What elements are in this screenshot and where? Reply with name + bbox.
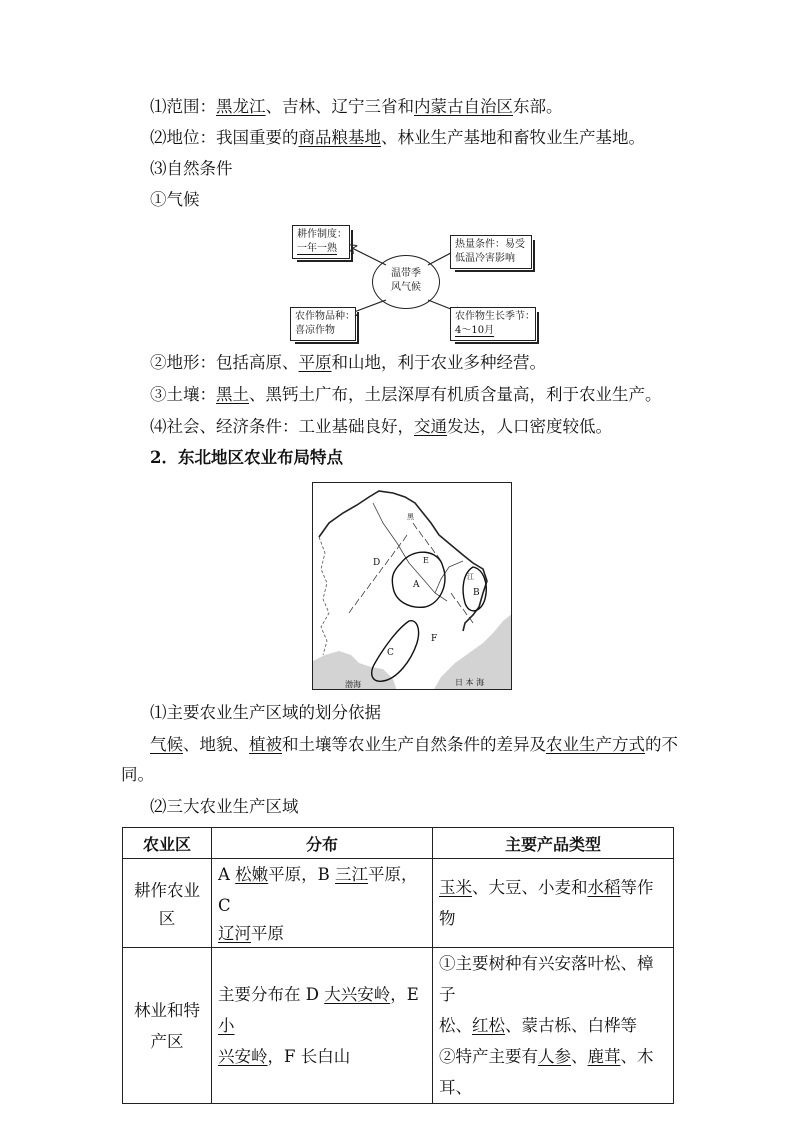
row1-name-l1: 耕作农业 xyxy=(134,880,200,900)
northeast-map xyxy=(312,482,512,690)
box-growing-season-label: 农作物生长季节： xyxy=(455,311,535,322)
r2-d-p2: ，E xyxy=(390,985,419,1004)
r2-p-l3-p1: ②特产主要有 xyxy=(439,1047,538,1066)
box-farming-system xyxy=(292,225,350,259)
r2-d-p1: 主要分布在 D xyxy=(218,985,325,1004)
position-grain-base: 商品粮基地 xyxy=(298,128,381,147)
r1-d-sanjiang: 三江 xyxy=(335,865,369,884)
climate-center-l1: 温带季 xyxy=(391,268,421,279)
map-river-jiang: 江 xyxy=(467,573,474,581)
r1-d-p2: 平原，B xyxy=(268,865,336,884)
basis-vegetation: 植被 xyxy=(249,735,282,754)
scope-heilongjiang: 黑龙江 xyxy=(216,97,266,116)
scope-line xyxy=(150,96,563,118)
basis-t1: 、地貌、 xyxy=(183,735,249,754)
basis-climate: 气候 xyxy=(150,735,183,754)
scope-mid: 、吉林、辽宁三省和 xyxy=(265,97,414,116)
arrow-top-left xyxy=(346,245,386,265)
table-row xyxy=(123,859,674,948)
r2-p-renshen: 人参 xyxy=(538,1047,571,1066)
header-region: 农业区 xyxy=(123,828,212,859)
basis-t3: 的不 xyxy=(645,735,678,754)
map-sea-bohai: 渤海 xyxy=(345,680,361,689)
r2-p-lurong: 鹿茸 xyxy=(587,1047,621,1066)
box-crop-varieties xyxy=(290,307,356,341)
basis-line-2: 同。 xyxy=(121,765,154,784)
map-river-hei: 黑 xyxy=(407,513,414,521)
map-label-b: B xyxy=(473,588,480,598)
r2-p-l1: ①主要树种有兴安落叶松、樟子 xyxy=(439,954,654,1004)
box-crop-varieties-value: 喜凉作物 xyxy=(295,325,335,336)
box-heat-label: 热量条件：易受 xyxy=(455,239,525,250)
row2-products xyxy=(433,948,674,1104)
basis-t2: 和土壤等农业生产自然条件的差异及 xyxy=(282,735,546,754)
agriculture-regions-table xyxy=(122,827,674,1104)
position-suffix: 、林业生产基地和畜牧业生产基地。 xyxy=(381,128,645,147)
soil-prefix: ③土壤： xyxy=(150,385,216,404)
r1-d-p3: 平原，C xyxy=(218,865,418,915)
social-suffix: 发达，人口密度较低。 xyxy=(447,417,612,436)
map-label-a: A xyxy=(413,580,420,590)
terrain-plain: 平原 xyxy=(298,353,332,372)
row1-distribution xyxy=(212,859,433,948)
r2-d-xinganling: 兴安岭 xyxy=(218,1047,268,1066)
climate-heading: ①气候 xyxy=(150,190,200,209)
soil-black: 黑土 xyxy=(216,385,249,404)
r1-p-rice: 水稻 xyxy=(587,878,621,897)
regions-heading: ⑵三大农业生产区域 xyxy=(150,797,299,816)
basis-production-mode: 农业生产方式 xyxy=(546,735,645,754)
r2-p-l3-p2: 、 xyxy=(571,1047,588,1066)
mountain-hatching xyxy=(349,523,473,623)
terrain-prefix: ②地形：包括高原、 xyxy=(150,353,299,372)
r1-p-corn: 玉米 xyxy=(439,878,472,897)
row1-products xyxy=(433,859,674,948)
map-label-c: C xyxy=(387,648,394,658)
terrain-line xyxy=(150,352,546,374)
row2-name xyxy=(123,948,212,1104)
west-boundary xyxy=(319,537,329,655)
r1-p-p1: 、大豆、小麦和 xyxy=(472,878,588,897)
box-heat-conditions xyxy=(450,235,532,269)
social-line xyxy=(150,416,612,438)
row2-distribution xyxy=(212,948,433,1104)
soil-suffix: 、黑钙土广布，土层深厚有机质含量高，利于农业生产。 xyxy=(249,385,662,404)
social-transport: 交通 xyxy=(414,417,447,436)
box-farming-system-label: 耕作制度： xyxy=(297,229,347,240)
position-line xyxy=(150,127,645,149)
r2-p-l3-p3: 、木耳、 xyxy=(439,1047,654,1097)
r2-d-daxinganling: 大兴安岭 xyxy=(324,985,391,1004)
table-header-row xyxy=(123,828,674,859)
river-branch xyxy=(435,561,463,593)
box-growing-season-value: 4～10月 xyxy=(455,325,495,336)
terrain-suffix: 和山地，利于农业多种经营。 xyxy=(331,353,546,372)
box-farming-system-value: 一年一熟 xyxy=(297,243,337,254)
row2-name-l1: 林业和特 xyxy=(134,1000,200,1020)
r1-p-p2: 等作物 xyxy=(439,878,654,928)
social-prefix: ⑷社会、经济条件：工业基础良好， xyxy=(150,417,414,436)
row2-name-l2: 产区 xyxy=(150,1031,184,1051)
header-distribution: 分布 xyxy=(212,828,433,859)
box-heat-value: 低温冷害影响 xyxy=(455,253,515,264)
r2-p-l2-p2: 、蒙古栎、白桦等 xyxy=(505,1016,637,1035)
map-label-e: E xyxy=(423,556,429,565)
box-growing-season xyxy=(450,307,536,341)
climate-center xyxy=(372,255,440,309)
r2-p-l2-p1: 松、 xyxy=(439,1016,472,1035)
r1-d-p4: 平原 xyxy=(251,924,284,943)
soil-line xyxy=(150,384,662,406)
r1-d-songnen: 松嫩 xyxy=(235,865,269,884)
r2-d-p3: ，F 长白山 xyxy=(267,1047,351,1066)
row1-name-l2: 区 xyxy=(158,908,176,928)
scope-suffix: 东部。 xyxy=(513,97,563,116)
table-row xyxy=(123,948,674,1104)
scope-prefix: ⑴范围： xyxy=(150,97,216,116)
climate-center-l2: 风气候 xyxy=(391,282,421,293)
map-sea-japan: 日 本 海 xyxy=(455,678,485,687)
basis-heading: ⑴主要农业生产区域的划分依据 xyxy=(150,703,381,722)
section-2-heading: 2．东北地区农业布局特点 xyxy=(150,448,343,467)
r2-p-hongsong: 红松 xyxy=(472,1016,505,1035)
r1-d-liaohe: 辽河 xyxy=(218,924,251,943)
climate-diagram xyxy=(286,221,538,344)
map-label-f: F xyxy=(431,634,438,644)
map-label-d: D xyxy=(373,558,381,568)
r2-d-xiao: 小 xyxy=(218,1016,235,1035)
scope-neimenggu: 内蒙古自治区 xyxy=(414,97,513,116)
map-svg xyxy=(313,483,512,690)
natural-conditions-heading: ⑶自然条件 xyxy=(150,159,233,178)
position-prefix: ⑵地位：我国重要的 xyxy=(150,128,299,147)
box-crop-varieties-label: 农作物品种： xyxy=(295,311,355,322)
basis-line-1 xyxy=(150,734,678,756)
r1-d-p1: A xyxy=(218,865,236,884)
header-products: 主要产品类型 xyxy=(433,828,674,859)
row1-name xyxy=(123,859,212,948)
